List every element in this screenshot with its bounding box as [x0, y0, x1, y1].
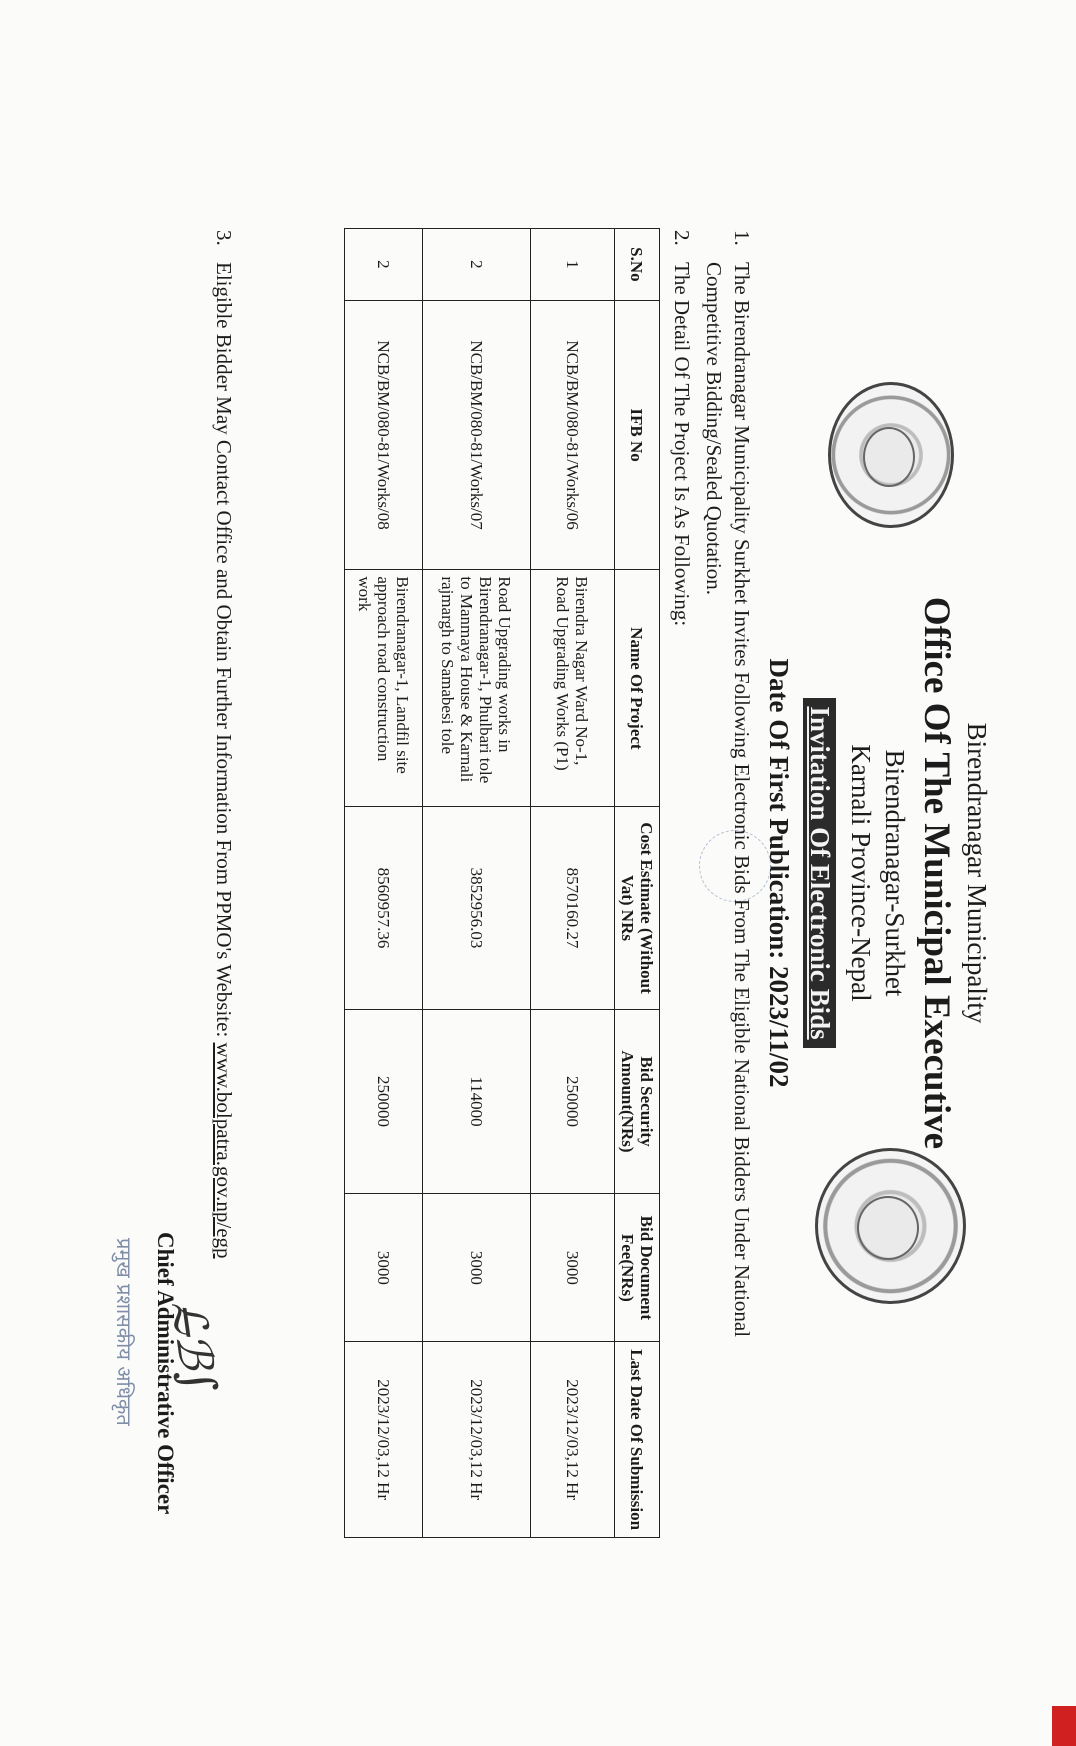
cell-cost-estimate: 8560957.36 [345, 807, 423, 1009]
cell-document-fee: 3000 [531, 1194, 615, 1342]
cell-ifb-no: NCB/BM/080-81/Works/07 [423, 300, 531, 570]
col-bid-security: Bid Security Amount(NRs) [615, 1009, 660, 1194]
paragraph-1: 1.The Birendranagar Municipality Surkhet Invites Following Electronic Bids From The Eligible National Bidders Under National [730, 230, 754, 1338]
handwritten-signature: ℒ̶ℬ∫ [160, 1296, 228, 1397]
cell-document-fee: 3000 [345, 1194, 423, 1342]
bids-table [344, 228, 660, 1538]
red-marker [1052, 1706, 1076, 1746]
header-municipality: Birendranagar Municipality [962, 722, 992, 1024]
cell-last-date: 2023/12/03,12 Hr [423, 1342, 531, 1538]
cell-ifb-no: NCB/BM/080-81/Works/06 [531, 300, 615, 570]
cell-ifb-no: NCB/BM/080-81/Works/08 [345, 300, 423, 570]
col-project-name: Name Of Project [615, 570, 660, 807]
header-city: Birendranagar-Surkhet [880, 749, 910, 997]
cell-project-name: Birendranagar-1, Landfil site approach road construction work [345, 570, 423, 807]
publication-date: Date Of First Publication: 2023/11/02 [764, 658, 794, 1088]
paragraph-1-continued: Competitive Bidding/Sealed Quotation. [702, 262, 726, 596]
officer-stamp-nepali: प्रमुख प्रशासकीय अधिकृत [112, 1238, 136, 1426]
cell-last-date: 2023/12/03,12 Hr [345, 1342, 423, 1538]
ppmo-website-link[interactable]: www.bolpatra.gov.np/egp [212, 1042, 236, 1259]
officer-designation: Chief Administrative Officer [153, 1232, 178, 1515]
cell-project-name: Birendra Nagar Ward No-1, Road Upgrading Works (P1) [531, 570, 615, 807]
table-row [423, 229, 531, 1538]
cell-bid-security: 250000 [345, 1009, 423, 1194]
table-row [345, 229, 423, 1538]
cell-last-date: 2023/12/03,12 Hr [531, 1342, 615, 1538]
table-header-row [615, 229, 660, 1538]
col-last-date: Last Date Of Submission [615, 1342, 660, 1538]
col-document-fee: Bid Document Fee(NRs) [615, 1194, 660, 1342]
cell-project-name: Road Upgrading works in Birendranagar-1, Phulbari tole to Manmaya House & Karnali rajmargh to Samabesi tole [423, 570, 531, 807]
col-cost-estimate: Cost Estimate (Without Vat) NRs [615, 807, 660, 1009]
header-province: Karnali Province-Nepal [846, 744, 876, 1002]
cell-bid-security: 250000 [531, 1009, 615, 1194]
cell-cost-estimate: 8570160.27 [531, 807, 615, 1009]
notice-title: Invitation Of Electronic Bids [803, 698, 836, 1047]
cell-sno: 2 [423, 229, 531, 301]
cell-sno: 2 [345, 229, 423, 301]
cell-document-fee: 3000 [423, 1194, 531, 1342]
cell-sno: 1 [531, 229, 615, 301]
paragraph-3: 3.Eligible Bidder May Contact Office and Obtain Further Information From PPMO's Website: www.bolpatra.gov.np/egp [212, 230, 236, 1259]
col-ifb-no: IFB No [615, 300, 660, 570]
cell-cost-estimate: 3852956.03 [423, 807, 531, 1009]
cell-bid-security: 114000 [423, 1009, 531, 1194]
paragraph-2: 2.The Detail Of The Project Is As Following: [670, 230, 694, 627]
col-sno: S.No [615, 229, 660, 301]
table-row [531, 229, 615, 1538]
header-office: Office Of The Municipal Executive [916, 596, 957, 1150]
